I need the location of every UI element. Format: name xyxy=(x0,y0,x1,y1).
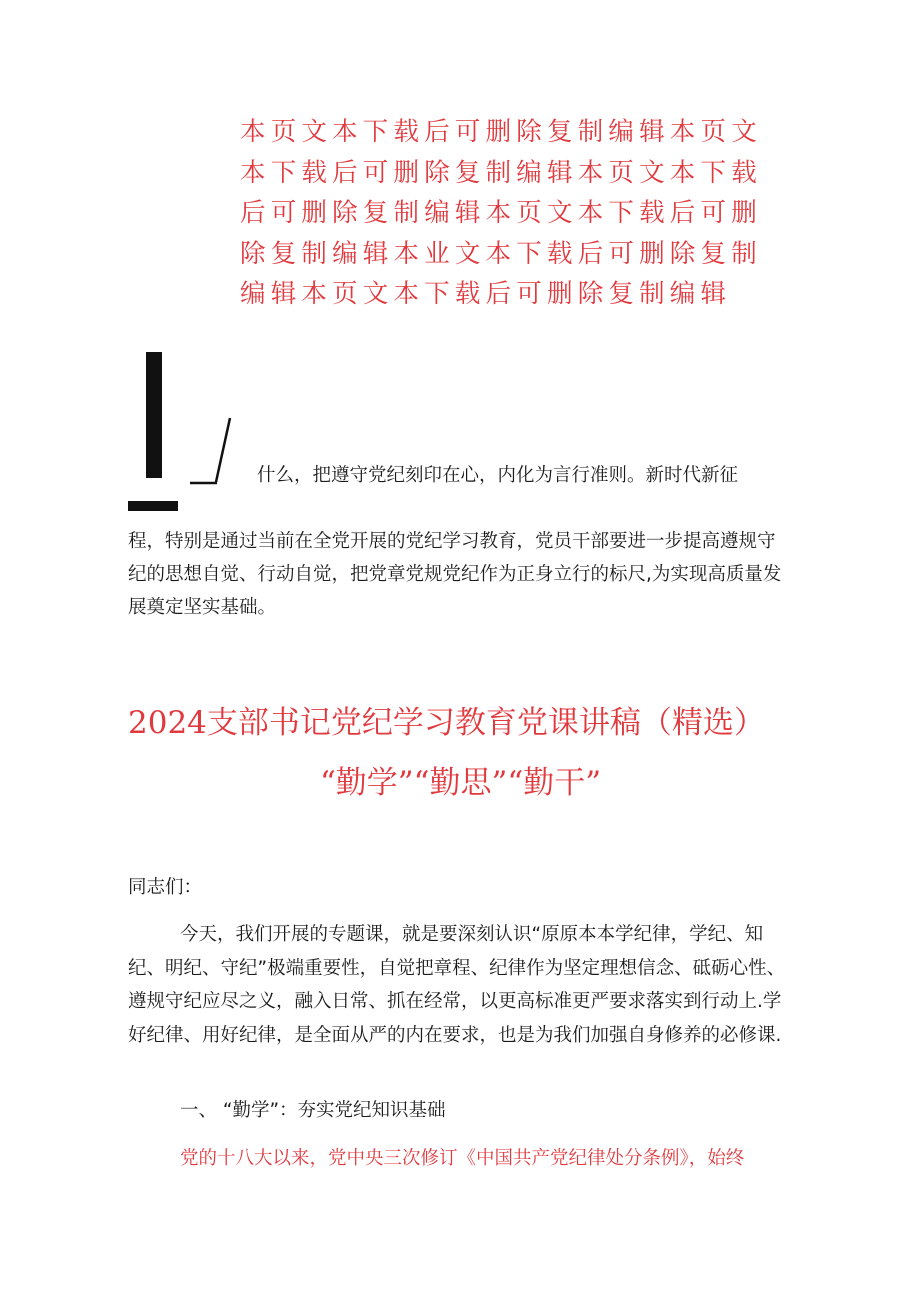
document-title: 2024支部书记党纪学习教育党课讲稿（精选） xyxy=(128,705,765,741)
drop-cap-mark xyxy=(128,350,238,515)
intro-paragraph: 程，特别是通过当前在全党开展的党纪学习教育，党员干部要进一步提高遵规守纪的思想自觉、行动自觉，把党章党规党纪作为正身立行的标尺,为实现高质量发展奠定坚实基础。 xyxy=(128,531,782,618)
drop-cap-vertical-bar xyxy=(146,352,162,478)
download-notice-text: 本页文本下载后可删除复制编辑本页文本下载后可删除复制编辑本页文本下载后可删除复制编辑本页文本下载后可删除复制编辑本业文本下载后可删除复制编辑本页文本下载后可删除复制编辑 xyxy=(240,117,762,309)
section-heading-1: 一、 “勤学”：夯实党纪知识基础 xyxy=(180,1100,446,1121)
document-subtitle: “勤学”“勤思”“勤干” xyxy=(319,765,602,801)
section-1-highlight-line: 党的十八大以来，党中央三次修订《中国共产党纪律处分条例》，始终 xyxy=(180,1148,745,1169)
drop-cap-base-bar xyxy=(128,501,178,511)
salutation: 同志们： xyxy=(128,877,203,898)
intro-first-line: 什么，把遵守党纪刻印在心，内化为言行准则。新时代新征 xyxy=(257,465,739,486)
opening-paragraph: 今天，我们开展的专题课，就是要深刻认识“原原本本学纪律，学纪、知纪、明纪、守纪”极端重要性，自觉把章程、纪律作为坚定理想信念、砥砺心性、遵规守纪应尽之义，融入日常、抓在经常，以更高标准更严要求落实到行动上.学好纪律、用好纪律，是全面从严的内在要求，也是为我们加强自身修养的必修课. xyxy=(128,924,786,1046)
drop-cap-slash xyxy=(216,418,230,482)
drop-cap-graphic xyxy=(128,350,238,515)
